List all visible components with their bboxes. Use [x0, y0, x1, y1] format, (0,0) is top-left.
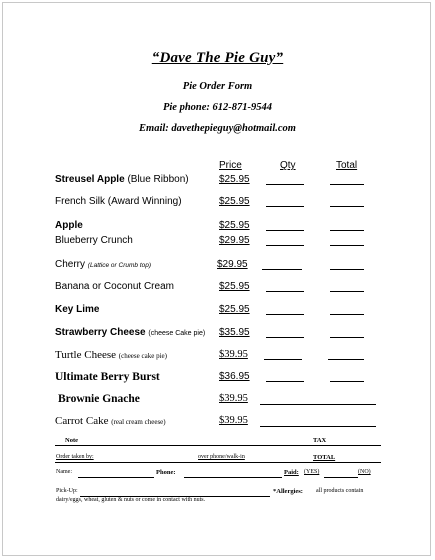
form-title: “Dave The Pie Guy” [151, 50, 284, 66]
item-row [0, 371, 435, 387]
item-name: Apple [55, 220, 83, 231]
item-price: $25.95 [219, 174, 250, 185]
line-blank[interactable] [260, 404, 376, 405]
item-row [0, 235, 435, 251]
paid-line [324, 477, 358, 478]
item-row [0, 327, 435, 343]
paid-label: Paid: [284, 469, 299, 476]
item-name: Brownie Gnache [58, 393, 140, 405]
item-row [0, 220, 435, 236]
column-header-qty: Qty [280, 160, 296, 171]
item-name: French Silk (Award Winning) [55, 196, 182, 207]
item-name: Strawberry Cheese (cheese Cake pie) [55, 327, 206, 338]
contact-email: Email: davethepieguy@hotmail.com [139, 123, 296, 134]
item-name: Key Lime [55, 304, 100, 315]
item-name: Ultimate Berry Burst [55, 371, 160, 383]
item-row [0, 349, 435, 365]
total-label: TOTAL [313, 454, 336, 461]
line-blank[interactable] [260, 426, 376, 427]
item-price: $39.95 [219, 393, 248, 404]
total-blank[interactable] [330, 337, 364, 338]
qty-blank[interactable] [264, 359, 302, 360]
qty-blank[interactable] [266, 230, 304, 231]
item-price: $35.95 [219, 327, 250, 338]
phone-line[interactable] [184, 477, 282, 478]
column-header-total: Total [336, 160, 358, 171]
name-label: Name: [56, 469, 72, 475]
item-row [0, 196, 435, 212]
qty-blank[interactable] [266, 184, 304, 185]
item-price: $39.95 [219, 415, 248, 426]
name-line[interactable] [78, 477, 154, 478]
item-row [0, 281, 435, 297]
item-name: Blueberry Crunch [55, 235, 133, 246]
qty-blank[interactable] [266, 245, 304, 246]
total-blank[interactable] [330, 206, 364, 207]
item-name: Banana or Coconut Cream [55, 281, 174, 292]
item-price: $29.95 [217, 259, 248, 270]
tax-label: TAX [313, 437, 327, 444]
qty-blank[interactable] [266, 291, 304, 292]
over-phone-label: over phone/walk-in [198, 454, 245, 460]
item-name: Carrot Cake (real cream cheese) [55, 415, 166, 427]
total-blank[interactable] [330, 314, 364, 315]
paid-no[interactable]: (NO) [358, 469, 371, 475]
total-blank[interactable] [330, 230, 364, 231]
qty-blank[interactable] [266, 314, 304, 315]
total-blank[interactable] [330, 245, 364, 246]
item-row [0, 415, 435, 431]
allergies-label: *Allergies: [273, 488, 303, 495]
item-price: $25.95 [219, 220, 250, 231]
qty-blank[interactable] [262, 269, 302, 270]
qty-blank[interactable] [266, 381, 304, 382]
qty-blank[interactable] [266, 337, 304, 338]
phone-label: Phone: [156, 469, 176, 476]
order-taken-line[interactable] [55, 462, 381, 463]
total-blank[interactable] [330, 184, 364, 185]
allergies-text-continued: dairy/eggs, wheat, gluten & nuts or come in contact with nuts. [56, 497, 206, 503]
item-row [0, 259, 435, 275]
pickup-label: Pick-Up: [56, 488, 78, 494]
order-taken-label: Order taken by: [56, 454, 94, 460]
item-name: Cherry (Lattice or Crumb top) [55, 259, 152, 270]
contact-phone: Pie phone: 612-871-9544 [162, 102, 273, 113]
item-price: $25.95 [219, 304, 250, 315]
total-blank[interactable] [330, 291, 364, 292]
total-blank[interactable] [328, 359, 364, 360]
column-header-price: Price [219, 160, 242, 171]
paid-yes[interactable]: (YES) [304, 469, 320, 475]
note-label: Note [65, 437, 78, 444]
allergies-text: all products contain [316, 488, 364, 494]
item-row [0, 393, 435, 409]
form-subtitle: Pie Order Form [182, 81, 253, 92]
item-name: Streusel Apple (Blue Ribbon) [55, 174, 189, 185]
qty-blank[interactable] [266, 206, 304, 207]
item-price: $36.95 [219, 371, 250, 382]
total-blank[interactable] [330, 269, 364, 270]
item-price: $25.95 [219, 281, 250, 292]
item-price: $25.95 [219, 196, 250, 207]
item-price: $39.95 [219, 349, 248, 360]
item-price: $29.95 [219, 235, 250, 246]
item-row [0, 304, 435, 320]
item-row [0, 174, 435, 190]
note-line[interactable] [55, 445, 381, 446]
item-name: Turtle Cheese (cheese cake pie) [55, 349, 167, 361]
total-blank[interactable] [330, 381, 364, 382]
